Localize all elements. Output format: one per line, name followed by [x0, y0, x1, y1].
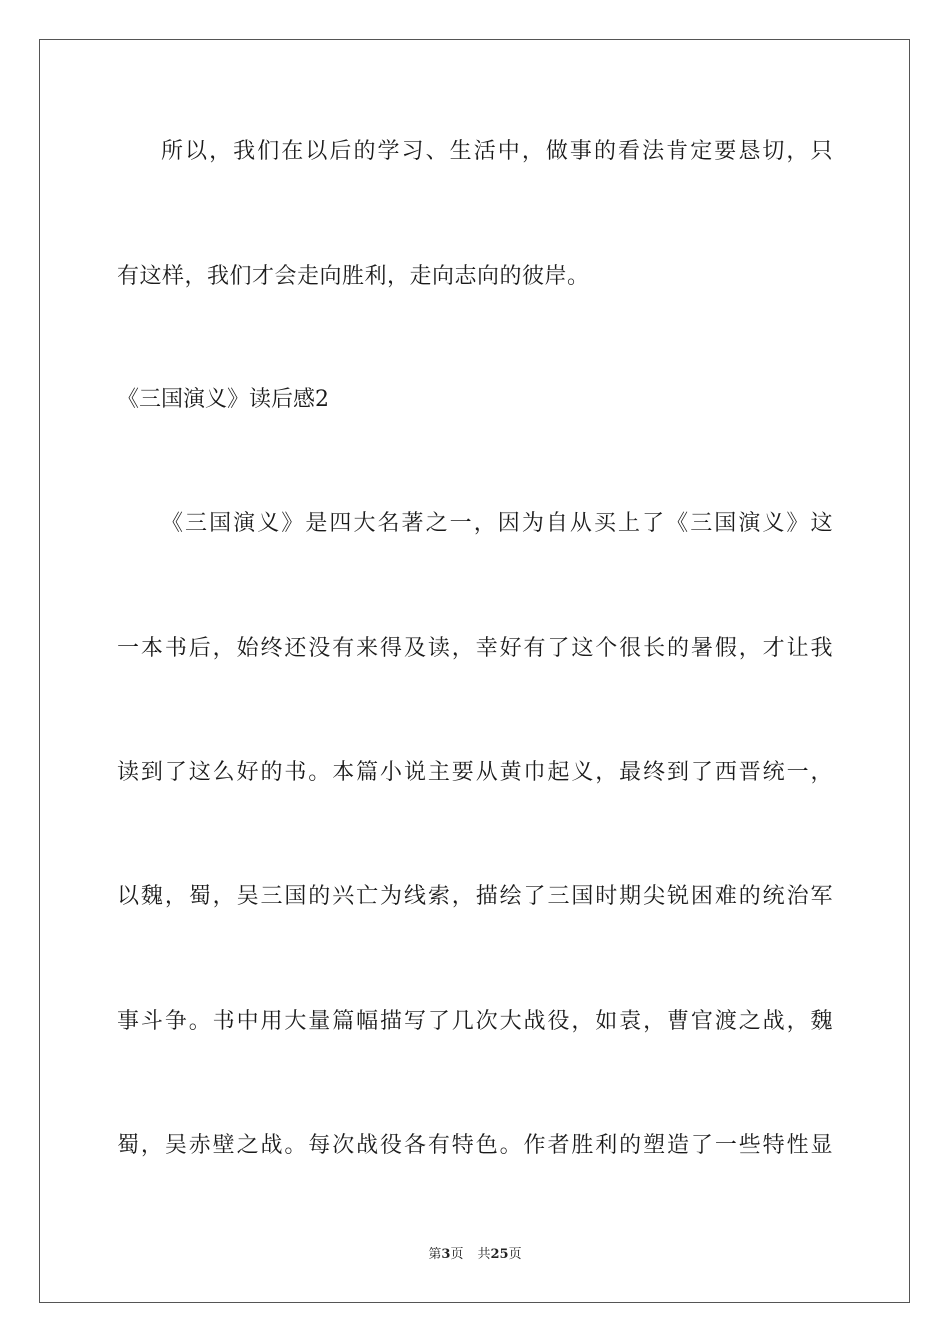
total-prefix: 共 [477, 1247, 491, 1262]
paragraph-2-line-1: 《三国演义》是四大名著之一，因为自从买上了《三国演义》这 [161, 511, 833, 536]
section-heading: 《三国演义》读后感2 [117, 387, 329, 412]
paragraph-2-line-5: 事斗争。书中用大量篇幅描写了几次大战役，如袁，曹官渡之战，魏 [117, 1009, 833, 1034]
paragraph-2-line-2: 一本书后，始终还没有来得及读，幸好有了这个很长的暑假，才让我 [117, 636, 833, 661]
paragraph-1-line-2: 有这样，我们才会走向胜利，走向志向的彼岸。 [117, 264, 590, 289]
total-suffix: 页 [508, 1247, 522, 1262]
page-suffix: 页 [450, 1247, 464, 1262]
paragraph-2-line-4: 以魏，蜀，吴三国的兴亡为线索，描绘了三国时期尖锐困难的统治军 [117, 884, 833, 909]
paragraph-2-line-3: 读到了这么好的书。本篇小说主要从黄巾起义，最终到了西晋统一， [117, 760, 833, 785]
page-footer [0, 1246, 950, 1264]
paragraph-2-line-6: 蜀，吴赤壁之战。每次战役各有特色。作者胜利的塑造了一些特性显 [117, 1133, 833, 1158]
total-page-number: 25 [490, 1247, 509, 1262]
current-page-number: 3 [441, 1247, 451, 1262]
paragraph-1-line-1: 所以，我们在以后的学习、生活中，做事的看法肯定要恳切，只 [161, 139, 833, 164]
page-prefix: 第 [428, 1247, 442, 1262]
page-border [39, 39, 910, 1303]
